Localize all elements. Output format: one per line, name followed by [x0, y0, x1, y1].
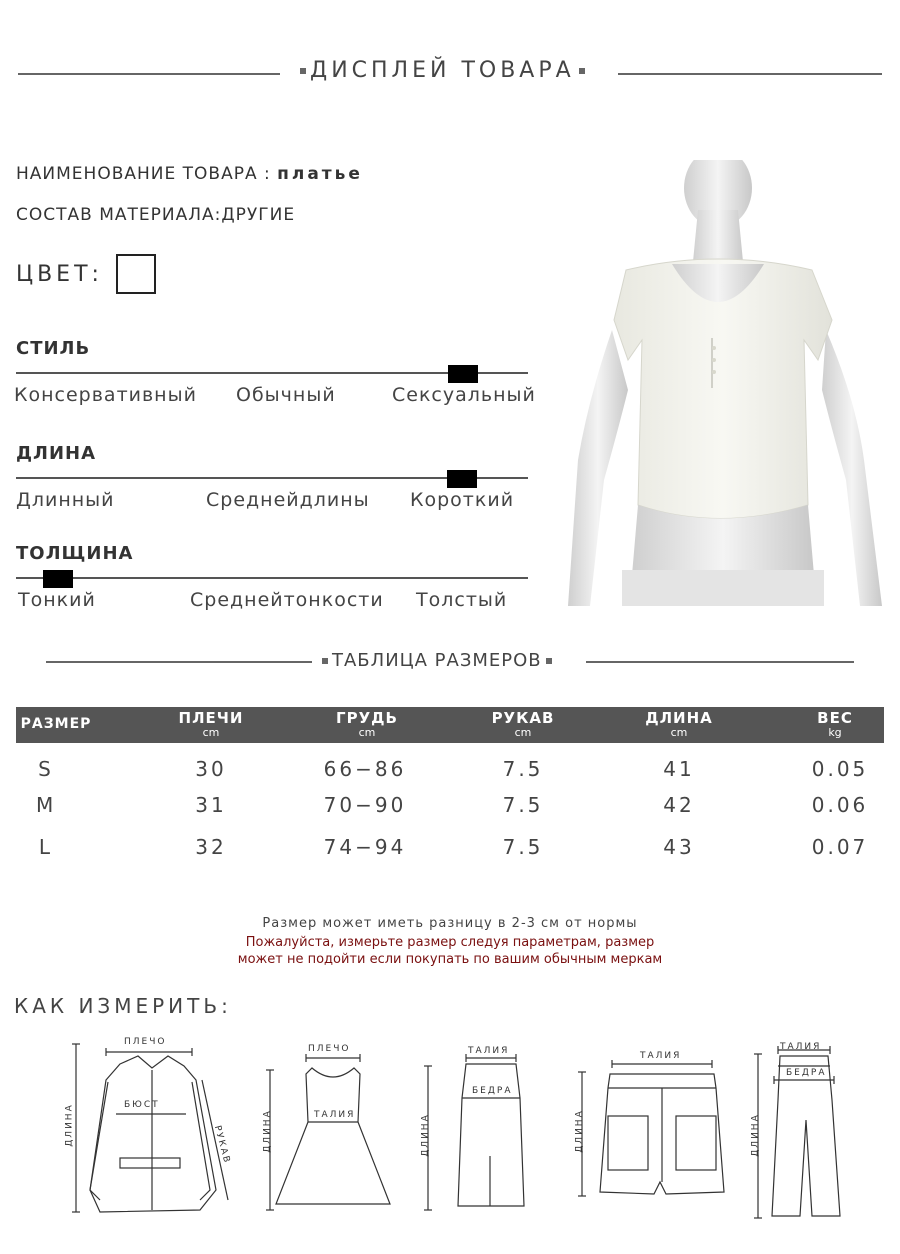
shorts-length-label: ДЛИНА	[574, 1109, 585, 1153]
size-note: Размер может иметь разницу в 2-3 см от нормы	[262, 916, 638, 931]
cell-size: L	[38, 835, 54, 859]
col-shoulder: ПЛЕЧИ cm	[178, 709, 244, 739]
jacket-bust-label: БЮСТ	[124, 1100, 160, 1110]
size-divider-left	[46, 661, 312, 663]
product-color-label: ЦВЕТ:	[16, 262, 103, 287]
pants-waist-label: ТАЛИЯ	[780, 1042, 822, 1052]
scale-style-marker	[448, 365, 478, 383]
scale-thickness-line	[16, 577, 528, 579]
scale-style-title: СТИЛЬ	[16, 338, 91, 359]
how-to-measure-title: КАК ИЗМЕРИТЬ:	[14, 994, 232, 1018]
shorts-waist-label: ТАЛИЯ	[640, 1051, 682, 1061]
display-title: ДИСПЛЕЙ ТОВАРА	[296, 58, 589, 83]
size-table-header	[16, 707, 884, 743]
jacket-shoulder-label: ПЛЕЧО	[124, 1037, 167, 1047]
cell-length: 42	[663, 793, 695, 817]
scale-thickness-label-1: Тонкий	[18, 589, 96, 611]
measure-warning-1: Пожалуйста, измерьте размер следуя параметрам, размер	[245, 935, 655, 950]
cell-bust: 66−86	[323, 757, 407, 781]
cell-weight: 0.07	[811, 835, 869, 859]
size-divider-right	[586, 661, 854, 663]
col-weight: ВЕС kg	[817, 709, 853, 739]
scale-style-label-3: Сексуальный	[392, 384, 536, 406]
dress-diagram	[262, 1044, 412, 1214]
scale-thickness-label-2: Среднейтонкости	[190, 589, 384, 611]
cell-bust: 70−90	[323, 793, 407, 817]
measure-warning-2: может не подойти если покупать по вашим обычным меркам	[237, 952, 663, 967]
scale-length-label-3: Короткий	[410, 489, 515, 511]
jacket-diagram	[60, 1037, 240, 1220]
skirt-diagram	[420, 1046, 540, 1216]
cell-bust: 74−94	[323, 835, 407, 859]
cell-shoulder: 31	[195, 793, 227, 817]
col-bust: ГРУДЬ cm	[336, 709, 398, 739]
dress-length-label: ДЛИНА	[262, 1109, 273, 1153]
dress-shoulder-label: ПЛЕЧО	[308, 1044, 351, 1054]
col-length: ДЛИНА cm	[645, 709, 713, 739]
scale-length-marker	[447, 470, 477, 488]
cell-size: M	[36, 793, 57, 817]
pants-diagram	[748, 1040, 858, 1224]
cell-size: S	[38, 757, 54, 781]
shorts-diagram	[570, 1046, 730, 1206]
skirt-length-label: ДЛИНА	[420, 1113, 431, 1157]
scale-thickness-title: ТОЛЩИНА	[16, 543, 134, 564]
col-sleeve: РУКАВ cm	[491, 709, 555, 739]
col-size: РАЗМЕР	[20, 716, 92, 732]
scale-style-label-2: Обычный	[236, 384, 336, 406]
pants-hips-label: БЕДРА	[786, 1068, 827, 1078]
size-table-title: ТАБЛИЦА РАЗМЕРОВ	[318, 650, 556, 671]
scale-thickness-label-3: Толстый	[416, 589, 508, 611]
jacket-length-label: ДЛИНА	[64, 1103, 75, 1147]
scale-length-label-2: Среднейдлины	[206, 489, 370, 511]
product-photo	[568, 160, 882, 606]
scale-style-label-1: Консервативный	[14, 384, 197, 406]
cell-length: 41	[663, 757, 695, 781]
pants-length-label: ДЛИНА	[750, 1113, 761, 1157]
cell-sleeve: 7.5	[502, 835, 544, 859]
header-divider-right	[618, 73, 882, 75]
dress-waist-label: ТАЛИЯ	[314, 1110, 356, 1120]
header-divider-left	[18, 73, 280, 75]
scale-length-title: ДЛИНА	[16, 443, 97, 464]
skirt-hips-label: БЕДРА	[472, 1086, 513, 1096]
product-name: НАИМЕНОВАНИЕ ТОВАРА : платье	[16, 164, 363, 184]
cell-sleeve: 7.5	[502, 757, 544, 781]
skirt-waist-label: ТАЛИЯ	[468, 1046, 510, 1056]
cell-weight: 0.06	[811, 793, 869, 817]
scale-thickness-marker	[43, 570, 73, 588]
cell-sleeve: 7.5	[502, 793, 544, 817]
product-material: СОСТАВ МАТЕРИАЛА:ДРУГИЕ	[16, 205, 296, 225]
jacket-sleeve-label: РУКАВ	[211, 1124, 232, 1166]
cell-weight: 0.05	[811, 757, 869, 781]
cell-shoulder: 32	[195, 835, 227, 859]
scale-length-label-1: Длинный	[16, 489, 115, 511]
color-swatch[interactable]	[116, 254, 156, 294]
cell-shoulder: 30	[195, 757, 227, 781]
cell-length: 43	[663, 835, 695, 859]
